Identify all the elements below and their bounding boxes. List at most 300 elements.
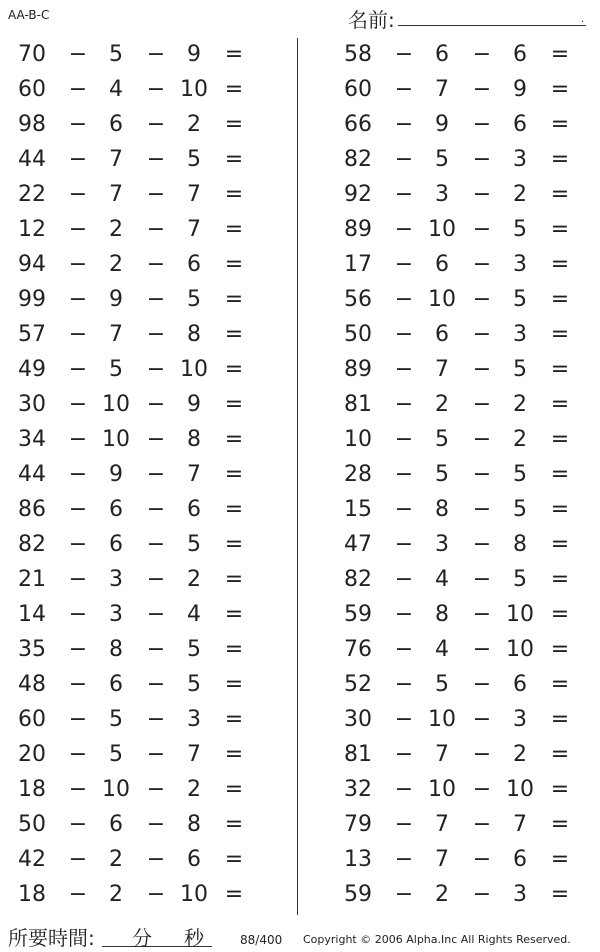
subtrahend-2: 3 [513, 882, 527, 907]
minus-sign: − [394, 357, 414, 382]
equals-sign: = [550, 532, 570, 557]
subtrahend-1: 3 [435, 182, 449, 207]
answer-blank[interactable] [576, 672, 600, 698]
subtrahend-2: 2 [513, 427, 527, 452]
answer-blank[interactable] [576, 742, 600, 768]
minus-sign: − [394, 42, 414, 67]
answer-blank[interactable] [250, 182, 286, 208]
subtrahend-1: 6 [109, 112, 123, 137]
problem-row [0, 739, 290, 774]
minus-sign: − [68, 77, 88, 102]
answer-blank[interactable] [250, 462, 286, 488]
subtrahend-2: 10 [506, 777, 534, 802]
subtrahend-1: 9 [109, 287, 123, 312]
subtrahend-1: 10 [428, 287, 456, 312]
problem-row [326, 669, 600, 704]
minus-sign: − [146, 672, 166, 697]
minus-sign: − [68, 42, 88, 67]
problem-row [326, 144, 600, 179]
minuend: 94 [18, 252, 46, 277]
answer-blank[interactable] [250, 532, 286, 558]
name-end-dot: . [581, 14, 585, 25]
subtrahend-2: 10 [180, 77, 208, 102]
subtrahend-1: 8 [435, 602, 449, 627]
subtrahend-2: 3 [513, 707, 527, 732]
minus-sign: − [68, 252, 88, 277]
subtrahend-2: 4 [187, 602, 201, 627]
minus-sign: − [394, 497, 414, 522]
problem-row [326, 459, 600, 494]
equals-sign: = [550, 42, 570, 67]
answer-blank[interactable] [250, 427, 286, 453]
minutes-label: 分 [132, 926, 152, 950]
answer-blank[interactable] [576, 42, 600, 68]
answer-blank[interactable] [250, 42, 286, 68]
answer-blank[interactable] [250, 602, 286, 628]
minus-sign: − [146, 847, 166, 872]
equals-sign: = [550, 462, 570, 487]
subtrahend-1: 3 [109, 567, 123, 592]
subtrahend-2: 6 [513, 42, 527, 67]
subtrahend-1: 5 [435, 147, 449, 172]
minus-sign: − [472, 77, 492, 102]
subtrahend-1: 5 [109, 742, 123, 767]
equals-sign: = [224, 742, 244, 767]
minus-sign: − [472, 707, 492, 732]
equals-sign: = [224, 777, 244, 802]
minus-sign: − [472, 532, 492, 557]
minus-sign: − [146, 602, 166, 627]
subtrahend-2: 6 [187, 252, 201, 277]
subtrahend-2: 5 [513, 357, 527, 382]
minus-sign: − [472, 112, 492, 137]
subtrahend-2: 2 [187, 112, 201, 137]
problem-row [0, 879, 290, 914]
equals-sign: = [550, 812, 570, 837]
answer-blank[interactable] [576, 112, 600, 138]
subtrahend-1: 2 [109, 882, 123, 907]
subtrahend-2: 7 [187, 462, 201, 487]
equals-sign: = [550, 392, 570, 417]
minus-sign: − [68, 392, 88, 417]
equals-sign: = [224, 112, 244, 137]
minuend: 70 [18, 42, 46, 67]
minus-sign: − [472, 812, 492, 837]
minus-sign: − [68, 707, 88, 732]
answer-blank[interactable] [576, 147, 600, 173]
subtrahend-2: 7 [187, 217, 201, 242]
equals-sign: = [224, 882, 244, 907]
equals-sign: = [550, 252, 570, 277]
minus-sign: − [394, 882, 414, 907]
minus-sign: − [146, 287, 166, 312]
problem-row [326, 389, 600, 424]
minus-sign: − [472, 742, 492, 767]
answer-blank[interactable] [250, 77, 286, 103]
problem-row [0, 354, 290, 389]
equals-sign: = [550, 497, 570, 522]
minuend: 81 [344, 742, 372, 767]
answer-blank[interactable] [576, 777, 600, 803]
subtrahend-1: 6 [435, 322, 449, 347]
answer-blank[interactable] [250, 147, 286, 173]
minuend: 92 [344, 182, 372, 207]
time-taken-label: 所要時間: [8, 926, 95, 950]
answer-blank[interactable] [250, 672, 286, 698]
problem-row [0, 284, 290, 319]
minus-sign: − [68, 637, 88, 662]
minuend: 89 [344, 357, 372, 382]
equals-sign: = [550, 567, 570, 592]
minus-sign: − [472, 497, 492, 522]
answer-blank[interactable] [250, 812, 286, 838]
answer-blank[interactable] [250, 567, 286, 593]
answer-blank[interactable] [576, 427, 600, 453]
answer-blank[interactable] [576, 392, 600, 418]
subtrahend-1: 10 [428, 777, 456, 802]
answer-blank[interactable] [576, 847, 600, 873]
minus-sign: − [68, 427, 88, 452]
subtrahend-2: 9 [187, 42, 201, 67]
problem-row [0, 774, 290, 809]
minuend: 82 [18, 532, 46, 557]
problem-row [0, 214, 290, 249]
answer-blank[interactable] [576, 287, 600, 313]
subtrahend-2: 5 [513, 287, 527, 312]
minus-sign: − [68, 357, 88, 382]
answer-blank[interactable] [250, 777, 286, 803]
minus-sign: − [394, 777, 414, 802]
subtrahend-1: 6 [109, 497, 123, 522]
problem-row [326, 284, 600, 319]
subtrahend-1: 8 [435, 497, 449, 522]
problem-row [0, 704, 290, 739]
problem-row [0, 494, 290, 529]
minus-sign: − [472, 182, 492, 207]
equals-sign: = [550, 182, 570, 207]
minus-sign: − [472, 462, 492, 487]
column-divider [297, 38, 298, 915]
minuend: 59 [344, 882, 372, 907]
minus-sign: − [394, 742, 414, 767]
answer-blank[interactable] [576, 462, 600, 488]
minus-sign: − [68, 672, 88, 697]
problem-row [0, 669, 290, 704]
subtrahend-1: 8 [109, 637, 123, 662]
minus-sign: − [68, 217, 88, 242]
minuend: 21 [18, 567, 46, 592]
minus-sign: − [394, 252, 414, 277]
answer-blank[interactable] [576, 567, 600, 593]
problem-row [326, 529, 600, 564]
answer-blank[interactable] [576, 217, 600, 243]
subtrahend-1: 9 [109, 462, 123, 487]
subtrahend-2: 2 [187, 567, 201, 592]
subtrahend-1: 7 [109, 147, 123, 172]
right-problem-column [326, 39, 600, 914]
subtrahend-2: 6 [513, 112, 527, 137]
minuend: 89 [344, 217, 372, 242]
equals-sign: = [224, 567, 244, 592]
minuend: 86 [18, 497, 46, 522]
minus-sign: − [146, 427, 166, 452]
minus-sign: − [146, 812, 166, 837]
minuend: 30 [344, 707, 372, 732]
equals-sign: = [224, 322, 244, 347]
problem-row [0, 459, 290, 494]
answer-blank[interactable] [250, 287, 286, 313]
problem-row [326, 179, 600, 214]
subtrahend-1: 9 [435, 112, 449, 137]
answer-blank[interactable] [576, 707, 600, 733]
equals-sign: = [224, 357, 244, 382]
minus-sign: − [146, 42, 166, 67]
minuend: 60 [18, 77, 46, 102]
minus-sign: − [146, 462, 166, 487]
subtrahend-2: 10 [180, 357, 208, 382]
subtrahend-2: 6 [513, 672, 527, 697]
answer-blank[interactable] [576, 882, 600, 908]
subtrahend-1: 7 [435, 812, 449, 837]
problem-row [326, 844, 600, 879]
problem-row [326, 774, 600, 809]
minus-sign: − [394, 392, 414, 417]
subtrahend-1: 5 [435, 427, 449, 452]
subtrahend-1: 10 [428, 217, 456, 242]
problem-row [326, 739, 600, 774]
subtrahend-1: 7 [435, 77, 449, 102]
answer-blank[interactable] [576, 77, 600, 103]
answer-blank[interactable] [250, 357, 286, 383]
subtrahend-1: 6 [109, 532, 123, 557]
minuend: 47 [344, 532, 372, 557]
minuend: 59 [344, 602, 372, 627]
answer-blank[interactable] [250, 217, 286, 243]
equals-sign: = [550, 882, 570, 907]
problem-row [326, 879, 600, 914]
minuend: 20 [18, 742, 46, 767]
equals-sign: = [550, 427, 570, 452]
subtrahend-1: 6 [435, 252, 449, 277]
minuend: 49 [18, 357, 46, 382]
subtrahend-2: 7 [513, 812, 527, 837]
subtrahend-1: 2 [435, 392, 449, 417]
minus-sign: − [394, 182, 414, 207]
answer-blank[interactable] [250, 637, 286, 663]
name-label: 名前: [348, 8, 395, 32]
minuend: 98 [18, 112, 46, 137]
minuend: 34 [18, 427, 46, 452]
problem-row [0, 564, 290, 599]
subtrahend-1: 5 [109, 357, 123, 382]
minus-sign: − [68, 147, 88, 172]
minuend: 50 [344, 322, 372, 347]
subtrahend-1: 2 [435, 882, 449, 907]
subtrahend-2: 8 [187, 427, 201, 452]
answer-blank[interactable] [250, 322, 286, 348]
minus-sign: − [146, 777, 166, 802]
minus-sign: − [394, 812, 414, 837]
subtrahend-2: 5 [187, 637, 201, 662]
minuend: 32 [344, 777, 372, 802]
minuend: 99 [18, 287, 46, 312]
minuend: 58 [344, 42, 372, 67]
minus-sign: − [394, 637, 414, 662]
equals-sign: = [550, 77, 570, 102]
answer-blank[interactable] [576, 532, 600, 558]
minuend: 13 [344, 847, 372, 872]
minus-sign: − [146, 392, 166, 417]
subtrahend-1: 6 [109, 812, 123, 837]
minus-sign: − [68, 882, 88, 907]
problem-row [0, 144, 290, 179]
subtrahend-2: 8 [187, 812, 201, 837]
minuend: 56 [344, 287, 372, 312]
subtrahend-2: 7 [187, 182, 201, 207]
answer-blank[interactable] [576, 322, 600, 348]
minus-sign: − [146, 77, 166, 102]
problem-row [326, 74, 600, 109]
minus-sign: − [472, 392, 492, 417]
problem-row [0, 634, 290, 669]
minus-sign: − [146, 252, 166, 277]
subtrahend-2: 10 [180, 882, 208, 907]
problem-row [326, 354, 600, 389]
subtrahend-2: 10 [506, 602, 534, 627]
subtrahend-1: 4 [109, 77, 123, 102]
answer-blank[interactable] [250, 497, 286, 523]
minus-sign: − [68, 182, 88, 207]
copyright-notice: Copyright © 2006 Alpha.Inc All Rights Reserved. [303, 933, 571, 946]
minuend: 18 [18, 777, 46, 802]
equals-sign: = [224, 217, 244, 242]
subtrahend-1: 3 [435, 532, 449, 557]
problem-row [326, 564, 600, 599]
problem-row [0, 179, 290, 214]
left-problem-column [0, 39, 290, 914]
minus-sign: − [68, 462, 88, 487]
minus-sign: − [68, 287, 88, 312]
answer-blank[interactable] [576, 812, 600, 838]
answer-blank[interactable] [250, 392, 286, 418]
problem-row [326, 319, 600, 354]
answer-blank[interactable] [250, 112, 286, 138]
minus-sign: − [394, 287, 414, 312]
minus-sign: − [394, 707, 414, 732]
minuend: 66 [344, 112, 372, 137]
minus-sign: − [472, 322, 492, 347]
problem-row [0, 844, 290, 879]
problem-row [326, 249, 600, 284]
minuend: 76 [344, 637, 372, 662]
problem-row [326, 109, 600, 144]
minus-sign: − [394, 532, 414, 557]
equals-sign: = [224, 182, 244, 207]
minus-sign: − [472, 42, 492, 67]
equals-sign: = [550, 112, 570, 137]
subtrahend-1: 7 [109, 182, 123, 207]
problem-row [0, 599, 290, 634]
minus-sign: − [394, 462, 414, 487]
answer-blank[interactable] [576, 182, 600, 208]
subtrahend-2: 6 [187, 847, 201, 872]
subtrahend-1: 3 [109, 602, 123, 627]
subtrahend-2: 3 [513, 252, 527, 277]
answer-blank[interactable] [250, 252, 286, 278]
answer-blank[interactable] [576, 637, 600, 663]
minus-sign: − [146, 882, 166, 907]
subtrahend-2: 3 [513, 322, 527, 347]
minus-sign: − [394, 322, 414, 347]
answer-blank[interactable] [250, 707, 286, 733]
minus-sign: − [68, 112, 88, 137]
equals-sign: = [550, 777, 570, 802]
problem-row [326, 214, 600, 249]
equals-sign: = [550, 672, 570, 697]
problem-row [0, 109, 290, 144]
minus-sign: − [146, 497, 166, 522]
subtrahend-1: 5 [435, 672, 449, 697]
minus-sign: − [472, 882, 492, 907]
answer-blank[interactable] [250, 847, 286, 873]
subtrahend-2: 5 [513, 217, 527, 242]
subtrahend-2: 5 [187, 287, 201, 312]
problem-row [326, 424, 600, 459]
subtrahend-2: 2 [513, 182, 527, 207]
subtrahend-1: 6 [109, 672, 123, 697]
minuend: 35 [18, 637, 46, 662]
name-field[interactable] [398, 25, 586, 26]
answer-blank[interactable] [576, 252, 600, 278]
subtrahend-2: 5 [513, 462, 527, 487]
minus-sign: − [146, 217, 166, 242]
subtrahend-2: 5 [513, 567, 527, 592]
minus-sign: − [472, 637, 492, 662]
equals-sign: = [550, 602, 570, 627]
problem-row [326, 634, 600, 669]
problem-row [326, 809, 600, 844]
minus-sign: − [394, 602, 414, 627]
equals-sign: = [224, 602, 244, 627]
answer-blank[interactable] [576, 357, 600, 383]
minus-sign: − [146, 112, 166, 137]
minuend: 60 [344, 77, 372, 102]
minuend: 82 [344, 567, 372, 592]
equals-sign: = [224, 497, 244, 522]
equals-sign: = [224, 462, 244, 487]
answer-blank[interactable] [250, 882, 286, 908]
subtrahend-1: 4 [435, 637, 449, 662]
subtrahend-2: 10 [506, 637, 534, 662]
minuend: 15 [344, 497, 372, 522]
subtrahend-1: 7 [435, 742, 449, 767]
equals-sign: = [224, 427, 244, 452]
minus-sign: − [146, 147, 166, 172]
answer-blank[interactable] [250, 742, 286, 768]
minuend: 60 [18, 707, 46, 732]
minus-sign: − [146, 567, 166, 592]
minuend: 42 [18, 847, 46, 872]
minus-sign: − [472, 427, 492, 452]
minuend: 82 [344, 147, 372, 172]
subtrahend-2: 6 [187, 497, 201, 522]
answer-blank[interactable] [576, 602, 600, 628]
problem-row [0, 319, 290, 354]
minus-sign: − [394, 672, 414, 697]
answer-blank[interactable] [576, 497, 600, 523]
minus-sign: − [472, 567, 492, 592]
minuend: 30 [18, 392, 46, 417]
